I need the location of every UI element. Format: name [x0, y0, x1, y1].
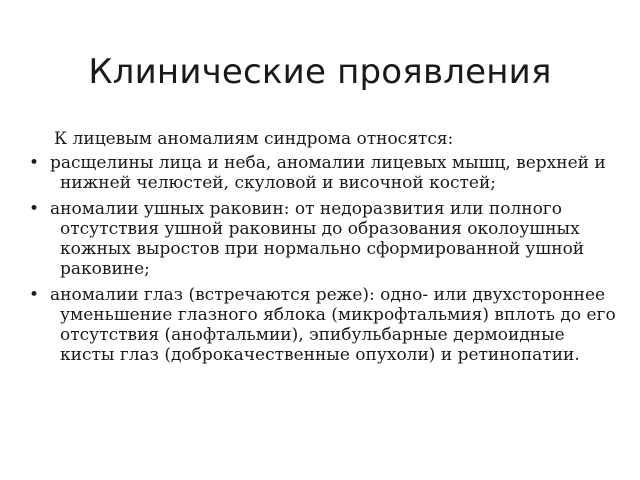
slide-body: [22, 128, 622, 371]
bullet-icon: •: [29, 285, 40, 305]
bullet-text: аномалии ушных раковин: от недоразвития или полного отсутствия ушной раковины до образования околоушных кожных выростов при нормально сформированной ушной раковине;: [50, 199, 585, 279]
list-item: [22, 153, 622, 193]
bullet-text: аномалии глаз (встречаются реже): одно- или двухстороннее уменьшение глазного яблока (микрофтальмия) вплоть до его отсутствия (анофтальмии), эпибульбарные дермоидные кисты глаз (доброкачественные опухоли) и ретинопатии.: [50, 285, 616, 365]
bullet-list: [22, 153, 622, 365]
bullet-icon: •: [29, 153, 40, 173]
list-item: [22, 285, 622, 365]
list-item: [22, 199, 622, 279]
intro-text: К лицевым аномалиям синдрома относятся:: [54, 129, 454, 149]
bullet-text: расщелины лица и неба, аномалии лицевых мышц, верхней и нижней челюстей, скуловой и височной костей;: [50, 153, 606, 193]
slide-title: Клинические проявления: [88, 52, 552, 92]
bullet-icon: •: [29, 199, 40, 219]
